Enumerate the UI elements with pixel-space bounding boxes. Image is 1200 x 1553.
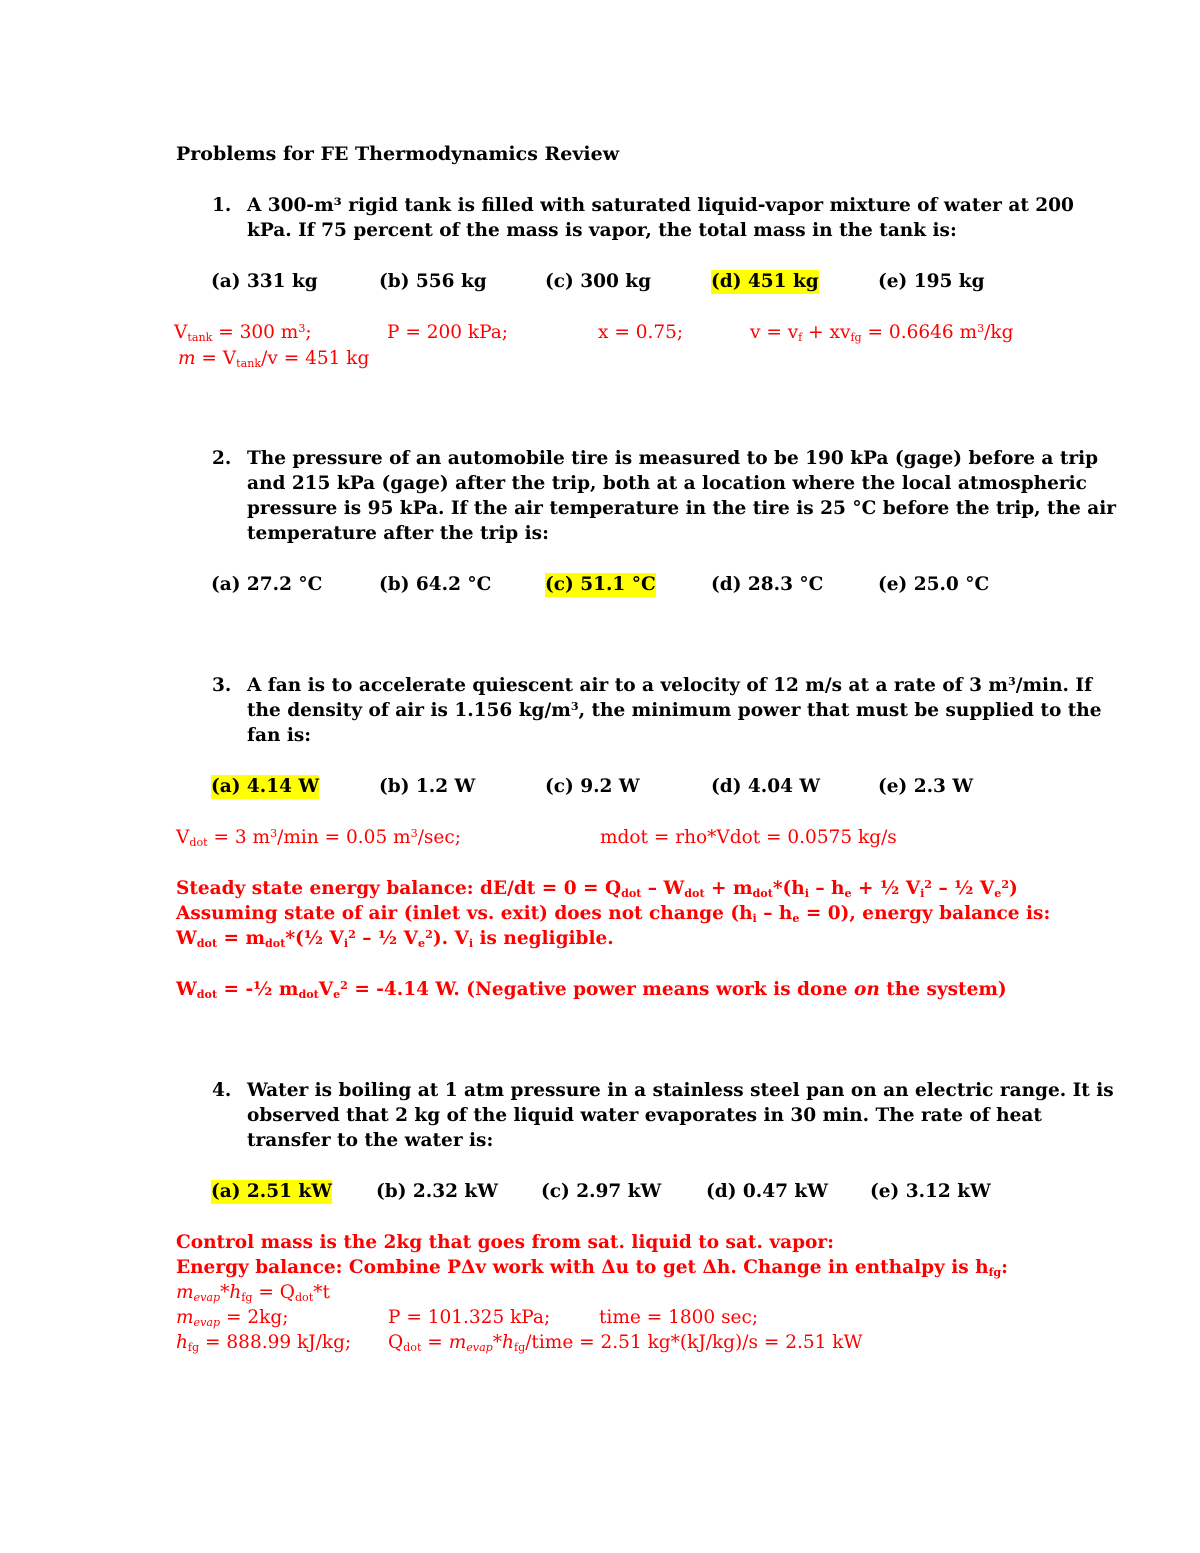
problem-1-number: 1. [212,195,232,216]
problem-1-choice-a: (a) 331 kg [211,271,318,292]
problem-1-line-2: kPa. If 75 percent of the mass is vapor, the total mass in the tank is: [247,220,957,241]
page-title: Problems for FE Thermodynamics Review [176,143,620,165]
problem-4-solution-mass-evap: $m_{evap} = 2kg$; [176,1307,289,1329]
problem-3-number: 3. [212,675,232,696]
problem-1-choice-e: (e) 195 kg [878,271,985,292]
problem-3-line-3: fan is: [247,725,312,746]
problem-4-solution-time: time = 1800 sec; [599,1307,759,1328]
problem-1-solution-specific-volume: $v = v_f + xv_{fg} = 0.6646$ $m^3/kg$ [750,321,1014,344]
problem-4-choice-e: (e) 3.12 kW [870,1181,991,1202]
problem-2-choice-b: (b) 64.2 °C [379,574,492,595]
problem-1-line-1: A 300-m³ rigid tank is filled with saturated liquid-vapor mixture of water at 200 [247,195,1074,216]
problem-1-choice-d-answer: (d) 451 kg [711,271,819,292]
problem-4-choice-d: (d) 0.47 kW [706,1181,828,1202]
problem-2-choice-e: (e) 25.0 °C [878,574,990,595]
problem-2-line-4: temperature after the trip is: [247,523,549,544]
problem-4-line-2: observed that 2 kg of the liquid water evaporates in 30 min. The rate of heat [247,1105,1042,1126]
problem-3-choice-a-answer: (a) 4.14 W [211,776,320,797]
problem-1-solution-quality: x = 0.75; [598,322,684,343]
problem-1-choice-c: (c) 300 kg [545,271,652,292]
problem-2-choice-a: (a) 27.2 °C [211,574,323,595]
problem-1-solution-pressure: P = 200 kPa; [387,322,508,343]
problem-2-line-3: pressure is 95 kPa. If the air temperature in the tire is 25 °C before the trip, the air [247,498,1117,519]
problem-4-choice-a-answer: (a) 2.51 kW [211,1181,333,1202]
problem-3-line-2: the density of air is 1.156 $kg/m^3$, the minimum power that must be supplied to the [247,699,1102,721]
problem-4-solution-energy-balance: Energy balance: Combine PΔv work with Δu to get Δh. Change in enthalpy is $h_{fg}$: [176,1257,1008,1279]
problem-3-solution-vdot: $V_{dot} = 3$ $m^3/\min = 0.05$ $m^3/\sec$; [176,826,461,849]
problem-2-line-1: The pressure of an automobile tire is measured to be 190 kPa (gage) before a trip [247,448,1099,469]
problem-3-choice-e: (e) 2.3 W [878,776,974,797]
problem-4-solution-qdot: $Q_{dot}$ = $m_{evap}*h_{fg}$/time = 2.51 kg*(kJ/kg)/s = 2.51 kW [388,1332,863,1354]
problem-3-solution-energy-balance: Steady state energy balance: $dE/dt = 0 = Q_{dot} - W_{dot} + m_{dot}*(h_i - h_e$ + ½ $V_i^2$ – ½ $V_e^2$) [176,877,1018,900]
problem-4-solution-control-mass: Control mass is the 2kg that goes from sat. liquid to sat. vapor: [176,1232,834,1253]
problem-4-solution-equation: $m_{evap}*h_{fg} = Q_{dot}*t$ [176,1282,330,1304]
problem-4-solution-pressure: P = 101.325 kPa; [388,1307,551,1328]
problem-1-solution-volume: $V_{tank} = 300$ $m^3$; [174,321,312,344]
problem-3-choice-c: (c) 9.2 W [545,776,640,797]
problem-3-solution-assumption: Assuming state of air (inlet vs. exit) does not change $(h_i - h_e = 0)$, energy balance is: [176,903,1051,925]
problem-3-line-1: A fan is to accelerate quiescent air to a velocity of 12 m/s at a rate of 3 $m^3/\min$. If [247,674,1093,696]
problem-2-choice-c-answer: (c) 51.1 °C [545,574,656,595]
problem-3-solution-mdot: mdot = rho*Vdot = 0.0575 kg/s [600,827,897,848]
problem-4-choice-b: (b) 2.32 kW [376,1181,498,1202]
problem-2-line-2: and 215 kPa (gage) after the trip, both at a location where the local atmospheric [247,473,1087,494]
problem-2-choice-d: (d) 28.3 °C [711,574,824,595]
problem-4-line-3: transfer to the water is: [247,1130,494,1151]
problem-3-solution-work: $W_{dot}$ = $m_{dot}*(\frac{1}{2}$ $V_i^2$ – ½ $V_e^2$). $V_i$ is negligible. [176,927,614,950]
problem-1-choice-b: (b) 556 kg [379,271,487,292]
problem-4-line-1: Water is boiling at 1 atm pressure in a stainless steel pan on an electric range. It is [247,1080,1114,1101]
problem-1-solution-mass: $m = V_{tank}/v = 451$ kg [178,348,370,370]
problem-4-solution-hfg: $h_{fg} = 888.99$ kJ/kg; [176,1332,352,1354]
problem-2-number: 2. [212,448,232,469]
problem-4-choice-c: (c) 2.97 kW [541,1181,662,1202]
problem-3-choice-b: (b) 1.2 W [379,776,476,797]
problem-3-solution-result: $W_{dot}$ = -½ $m_{dot}V_e^2 = -4.14$ W. (Negative power means work is done on the system) [176,978,1007,1001]
problem-4-number: 4. [212,1080,232,1101]
problem-3-choice-d: (d) 4.04 W [711,776,821,797]
